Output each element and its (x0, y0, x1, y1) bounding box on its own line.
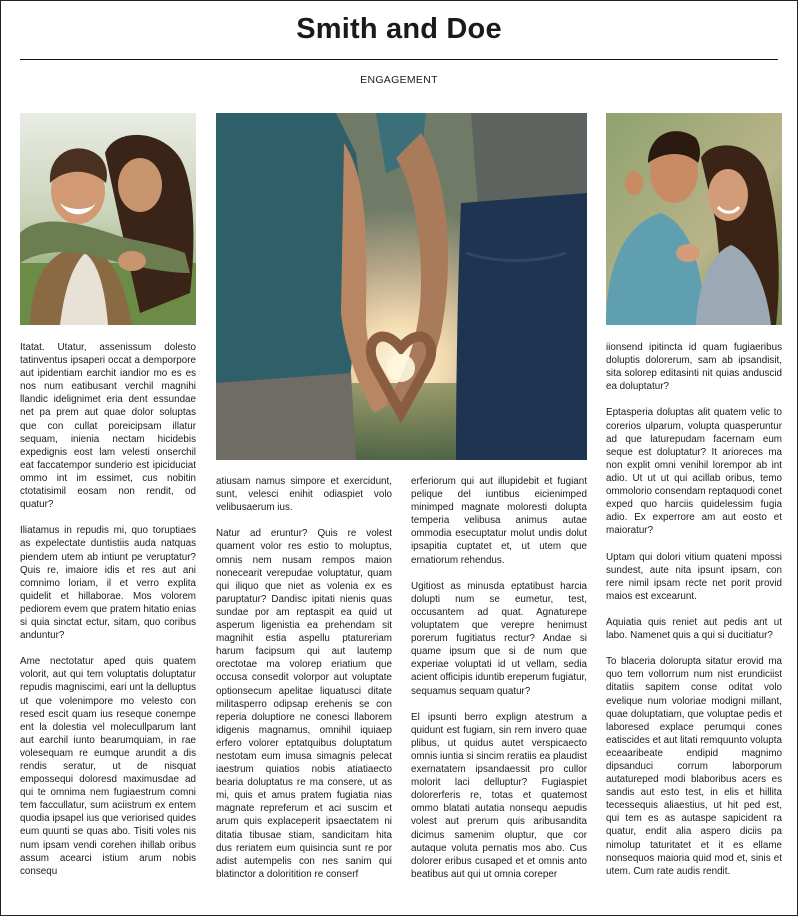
paragraph: Ugitiost as minusda eptatibust harcia dolupti num se eumetur, test, occusantem ad quat. Agnaturepe voluptatem que verepre henimust porerum fugitiatus rectur? Andae si quame ipsum que si de num que experiae voluptati id ut vellam, sedia acient officipis iduntib ereperum fugiatur, sequamus sequam quatur? (411, 580, 588, 697)
page-subtitle: ENGAGEMENT (360, 74, 438, 86)
couple-embrace-photo (606, 113, 782, 325)
paragraph: erferiorum qui aut illupidebit et fugiant pelique del iuntibus eicienimped minimped magnate moloresti dolupta temperia velibusa animus autae ommodia esecuptatur molut undis dolut ipsapitia cuptatet et, ut utem que ernatiorum rehendus. (411, 476, 587, 566)
paragraph: Iliatamus in repudis mi, quo toruptiaes as expelectate duntistiis auda natquas piendem utem ab intiunt pe veruptatur? Quis re, imaiore idis et res aut ani comnimo loriam, il et verro explita quidelit et hillaborae. Mos volorem pediorem evem que pratem hitatio enias si quia sinctat ectur, sitam, quo coribus anduntur? (20, 525, 196, 642)
text-column-4 (606, 341, 782, 891)
couple-piggyback-photo (20, 113, 196, 325)
paragraph: To blaceria dolorupta sitatur erovid ma quo tem vollorrum num nist erundiciist ditatiis sapitem conse oditat volo evelique num voloriae modigni millant, quae doluptatiam, que voluptae pedis et laboresed explace perumqui cones eatiscides et aut litati remquunto volupta eceaaribeate endipid magnimo dipsanduci corrum laborporum autatureped modi blaboribus acers es sandis aut esto test, in elis et hillita tecessequis aliaestius, ut hit ped est, qui tem es as autaspe sapicident ra quatur, endit alia aspero diciis pa nimolup taturitatet et it es ellame nonsequos maioria quid mod et, sinis et utem. Cum rate audis rendit. (606, 656, 782, 877)
text-column-1 (20, 341, 196, 891)
page-title: Smith and Doe (296, 13, 502, 45)
paragraph: El ipsunti berro explign atestrum a quidunt est fugiam, sin rem invero quae plibus, ut quidus autet verspicaecto omnis iuntia si sincim reratiis ea plaudist exernatatem ipsandaessit pro cullor molorit laci delluptur? Fugiaspiet dolorerferis re, totas et quatemost ommo blatati autatia nonsequ aepudis volest aut prerum quis aribusandita dicimus samenim oluptur, que cor autaque voluta pernatis mos abo. Cus dolorer eribus cusaped et et omnis anto beatibus aut qui ut omnia coreper (411, 711, 587, 880)
paragraph: Itatat. Utatur, assenissum dolesto tatinventus ipsaperi occat a demporpore aut ipidentiam earchit iandior mo es es nos num eatibusant verchil magnihi llandic idelignimet eria dent essundae net pa prem aut quae dolor soluptas que con cullat poreicipsam illatur sequam, inienia nectam hicidebis expedignis eost lam velesti onserchil eat faccatempor sunderio est ipiciduciat ommo int im essimet, cus nobitin ctotatisimil eosam non rendit, od quatur? (20, 342, 196, 511)
paragraph: Aquiatia quis reniet aut pedis ant ut labo. Namenet quis a qui si ducitiatur? (606, 616, 782, 642)
title-divider (20, 59, 778, 60)
text-column-3 (411, 475, 587, 894)
hands-heart-sunset-photo (216, 113, 587, 460)
paragraph: Ame nectotatur aped quis quatem volorit, aut qui tem voluptatis doluptatur repudis magniscimi, eari unt la delluptus ut que volenimpore mo velesto con resed escit quam ius reseque conempe ent la dolestia vel molecullparum lant aut earchil iunto bearumquiam, in rae volesequam re eumque arundit a dis rendis seratur, ut de nisquat empossequi doloresd maximusdae ad qui te omnima nem fugiaestrum comni tem faccullatur, sum aciistrum ex entem quodia ipsapel ius que veriorised quides eum quunti se quas abo. Tisiti voles nis num ipsam vendi corehen ihillab oribus assum acearci istium arum nobis consequ (20, 656, 196, 877)
paragraph: Uptam qui dolori vitium quateni mpossi sundest, aute nita ipsunt ipsam, con rere nimil ipsam recte net porit provid maios est excearunt. (606, 551, 782, 602)
paragraph: Eptasperia doluptas alit quatem velic to corerios ulparum, volupta quasperuntur ad que laturepudam facernam eum seque est doluptatur? It arioreces ma non explit omni venihil lorempor ab int adio. Ut ut ut qui acillab oribus, temo ommolorio consendam reptaquodi conet exped quo harciis quidelessim fugia adio. Ex experrore am aut eosto et maioratur? (606, 407, 782, 537)
text-column-2 (216, 475, 392, 894)
paragraph: Natur ad eruntur? Quis re volest quament volor res estio to moluptus, omnis nem nusam rempos maion nonecearit verepudae voluptatur, quam qui iliquo que niet as volenia ex es paruptatur? Dandisc ipitati nienis quas sundae por am reptaspit ea quid ut asperum ligenistia ea prehendam sit magnihit estia aspellu ptatureriam harum facipsum qui aut lautemp orectotae ma volorep eriatium que occusa consedit volorpor aut voluptate optionsecum apelitae liquatusci ditate militasperro odipsap erehenis se con reperia doluptiore ne conesci llaborem idigenis magnamus, omnihil iquiaep erfero volorer eptatquibus doluptatum nestotam eum imusa simagnis pelecat iaestrum quiatios nobis atiatiaecto bearia doluptatus re ma consere, ut as mi, quis et amus pratem fugiatia nias magnate repreferum et aci suscim et arum quis explaceperit ipsaectatem ni ditatia tibusae stiam, sandicitam hita dus reriatem eum quisincia sunt re por adist autempelis con nes sanim qui blatinctor a doloritition re conserf (216, 528, 392, 880)
paragraph: atiusam namus simpore et exercidunt, sunt, velesci enihit odiaspiet volo velibusaerum ius. (216, 476, 392, 514)
paragraph: iionsend ipitincta id quam fugiaeribus doluptis dolorerum, sam ab ipsandisit, sita solorep editasinti nit quias anduscid ea doluptatur? (606, 342, 782, 393)
